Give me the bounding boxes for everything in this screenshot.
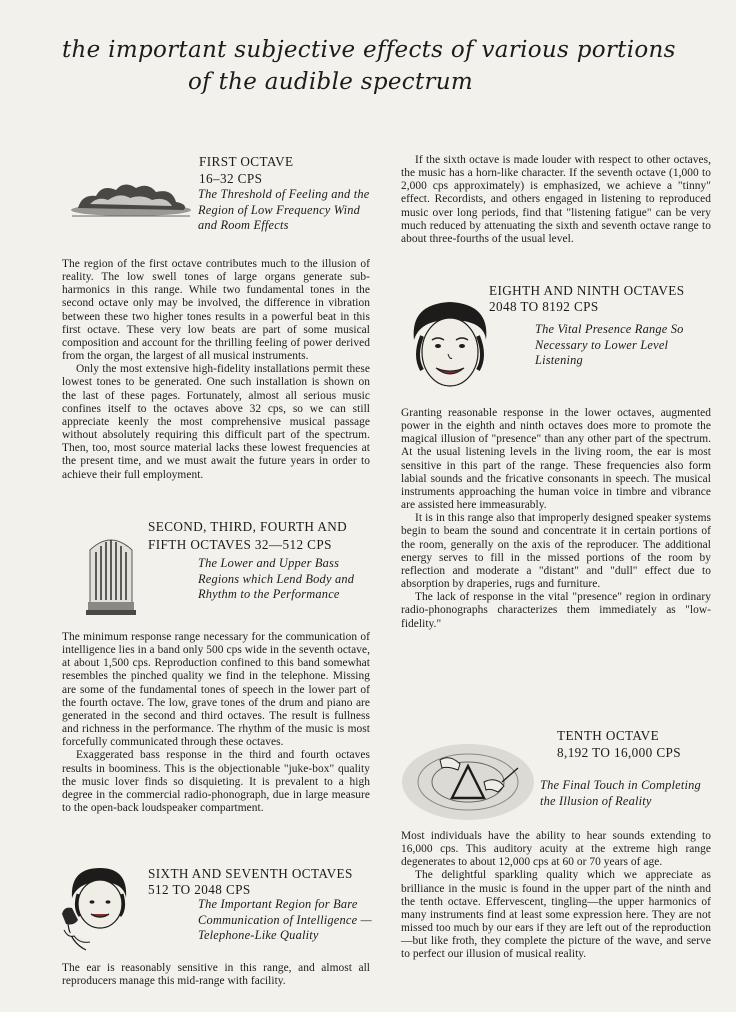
triangle-illustration	[400, 736, 540, 826]
second-octaves-heading-line2: FIFTH OCTAVES 32—512 CPS	[148, 537, 332, 552]
first-octave-body	[62, 258, 370, 482]
eighth-octaves-heading: EIGHTH AND NINTH OCTAVES	[489, 283, 685, 298]
eighth-octaves-para-1: Granting reasonable response in the lower octaves, augmented power in the eighth and ninth octaves does more to promote the magical illusion of "presence" than any other part of the spectrum. At the usual listening levels in the living room, the ear is most sensitive in this part of the range. These frequencies also form labial sounds and the fricative consonants in speech. The musical instruments approaching the human voice in timbre and vibrance are assisted here immeasurably.	[401, 407, 711, 512]
clouds-illustration	[68, 176, 194, 222]
tenth-octave-para-2: The delightful sparkling quality which we appreciate as brilliance in the music is found in the upper part of the ninth and the tenth octave. Effervescent, tingling—the upper harmonics of many instruments find at least some expression here. They are not missed too much by our ears if they are left out of the reproduction—but like froth, they complete the picture of the wave, and serve to perfect our illusion of musical reality.	[401, 869, 711, 961]
page-title-line1: the important subjective effects of various portions	[62, 37, 676, 63]
tenth-octave-para-1: Most individuals have the ability to hear sounds extending to 16,000 cps. This auditory acuity at the extreme high range degenerates to about 12,000 cps at 60 or 70 years of age.	[401, 830, 711, 869]
first-octave-para-1: The region of the first octave contributes much to the illusion of reality. The low swell tones of large organs generate sub-harmonics in this range. While two fundamental tones in the second octave only may be involved, the difference in vibration between these two higher tones results in a powerful beat in this first octave. These very low beats are part of some musical composition and account for the thrilling feeling of power derived from the organ, the largest of all musical instruments.	[62, 258, 370, 363]
second-octaves-subtitle: The Lower and Upper Bass Regions which Lend Body and Rhythm to the Performance	[198, 556, 355, 601]
sixth-octaves-heading: SIXTH AND SEVENTH OCTAVES	[148, 866, 353, 881]
organ-pipes-illustration	[86, 530, 136, 616]
woman-telephone-illustration	[60, 864, 138, 956]
first-octave-range: 16–32 CPS	[199, 171, 263, 186]
sixth-octaves-subtitle: The Important Region for Bare Communication of Intelligence — Telephone-Like Quality	[198, 897, 372, 942]
sixth-octaves-body	[62, 962, 370, 988]
sixth-octaves-para-2: If the sixth octave is made louder with respect to other octaves, the music has a horn-like character. If the seventh octave (1,000 to 2,000 cps approximately) is emphasized, we achieve a "tinny" effect. Recordists, and others engaged in listening to reproduced music over long periods, find that "listening fatigue" can be very much reduced by attenuating the sixth and seventh octave range to about three-fourths of the usual level.	[401, 154, 711, 245]
page-title-line2: of the audible spectrum	[188, 69, 474, 95]
second-octaves-heading-line1: SECOND, THIRD, FOURTH AND	[148, 519, 348, 534]
sixth-octaves-para-1: The ear is reasonably sensitive in this range, and almost all reproducers manage this mid-range with facility.	[62, 962, 370, 988]
eighth-octaves-para-3: The lack of response in the vital "presence" region in ordinary radio-phonographs characterizes them immediately as "low-fidelity."	[401, 591, 711, 630]
eighth-octaves-range: 2048 TO 8192 CPS	[489, 299, 599, 314]
tenth-octave-range: 8,192 TO 16,000 CPS	[557, 745, 681, 760]
sixth-octaves-range: 512 TO 2048 CPS	[148, 882, 251, 897]
tenth-octave-body	[401, 830, 711, 962]
tenth-octave-subtitle: The Final Touch in Completing the Illusion of Reality	[540, 778, 701, 808]
sixth-octaves-continuation	[401, 154, 711, 246]
second-octaves-para-2: Exaggerated bass response in the third and fourth octaves results in boominess. This is the objectionable "juke-box" quality the music lover finds so disquieting. It is prevalent to a high degree in the commercial radio-phonograph, due in large measure to the open-back loudspeaker compartment.	[62, 749, 370, 815]
eighth-octaves-body	[401, 407, 711, 631]
first-octave-heading: FIRST OCTAVE	[199, 154, 294, 169]
second-octaves-para-1: The minimum response range necessary for the communication of intelligence lies in a band only 500 cps wide in the seventh octave, at about 1,500 cps. Reproduction confined to this band somewhat resembles the pinched quality we find in the telephone. Missing are some of the fundamental tones of speech in the lower part of the fourth octave. The low, grave tones of the drum and piano are generated in the second and third octaves. The result is fullness and richness in the performance. The rhythm of the music is most forcefully communicated through these octaves.	[62, 631, 370, 749]
tenth-octave-heading: TENTH OCTAVE	[557, 728, 660, 743]
woman-face-illustration	[408, 296, 492, 398]
eighth-octaves-subtitle: The Vital Presence Range So Necessary to Lower Level Listening	[535, 322, 684, 367]
first-octave-para-2: Only the most extensive high-fidelity installations permit these lowest tones to be generated. One such installation is shown on the last of these pages. Fortunately, almost all serious music confines itself to the octaves above 32 cps, so we can still appreciate keenly the most comprehensive musical passage without absolutely requiring this difficult part of the spectrum. Then, too, most source material lacks these lowest frequencies at the present time, and we must await the future years in order to achieve their full employment.	[62, 363, 370, 481]
eighth-octaves-para-2: It is in this range also that improperly designed speaker systems begin to beam the sound and concentrate it in certain portions of the room, generally on the axis of the reproducer. The additional energy serves to fill in the missed portions of the room by reflection and moderate a "distant" and "dull" effect due to absorption by draperies, rugs and furniture.	[401, 512, 711, 591]
first-octave-subtitle: The Threshold of Feeling and the Region of Low Frequency Wind and Room Effects	[198, 187, 370, 232]
second-octaves-body	[62, 631, 370, 815]
